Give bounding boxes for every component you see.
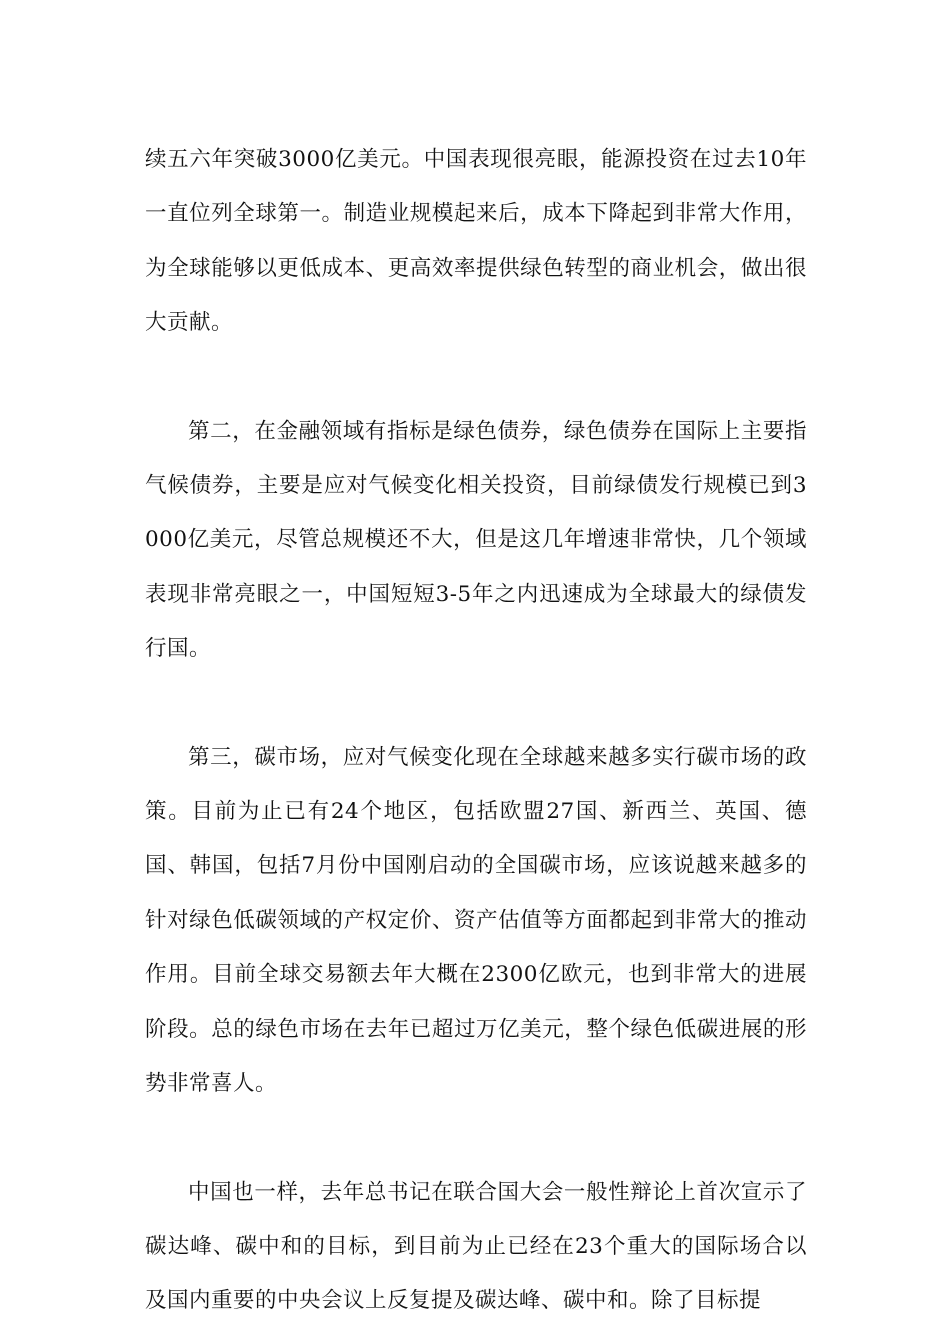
paragraph-china-goals: 中国也一样，去年总书记在联合国大会一般性辩论上首次宣示了碳达峰、碳中和的目标，到目前为止已经在23个重大的国际场合以及国内重要的中央会议上反复提及碳达峰、碳中和。除了目标提 [145, 1179, 807, 1314]
document-body [145, 133, 807, 1329]
paragraph-green-bonds: 第二，在金融领域有指标是绿色债券，绿色债券在国际上主要指气候债券，主要是应对气候变化相关投资，目前绿债发行规模已到3000亿美元，尽管总规模还不大，但是这几年增速非常快，几个领域表现非常亮眼之一，中国短短3-5年之内迅速成为全球最大的绿债发行国。 [145, 418, 807, 662]
paragraph-carbon-market: 第三，碳市场，应对气候变化现在全球越来越多实行碳市场的政策。目前为止已有24个地区，包括欧盟27国、新西兰、英国、德国、韩国，包括7月份中国刚启动的全国碳市场，应该说越来越多的针对绿色低碳领域的产权定价、资产估值等方面都起到非常大的推动作用。目前全球交易额去年大概在2300亿欧元，也到非常大的进展阶段。总的绿色市场在去年已超过万亿美元，整个绿色低碳进展的形势非常喜人。 [145, 744, 807, 1097]
paragraph-continuation: 续五六年突破3000亿美元。中国表现很亮眼，能源投资在过去10年一直位列全球第一。制造业规模起来后，成本下降起到非常大作用，为全球能够以更低成本、更高效率提供绿色转型的商业机会，做出很大贡献。 [145, 147, 807, 336]
